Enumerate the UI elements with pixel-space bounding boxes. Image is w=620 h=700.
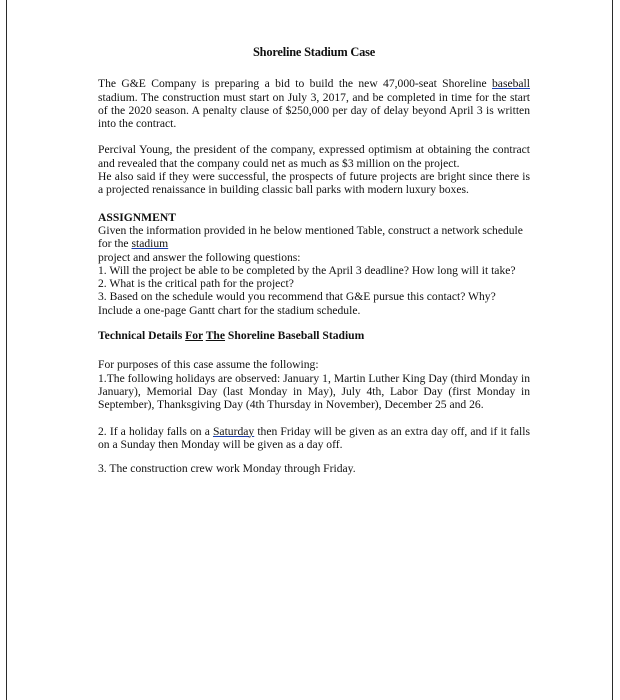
tech-heading-for: For — [185, 329, 203, 343]
work-days-item: 3. The construction crew work Monday through Friday. — [98, 462, 356, 476]
tech-heading-a: Technical Details — [98, 329, 186, 343]
question-1: 1. Will the project be able to be completed by the April 3 deadline? How long will it take? — [98, 263, 516, 277]
prospects-paragraph: He also said if they were successful, the prospects of future projects are bright since there is a projected renaissance in building classic ball parks with modern luxury boxes. — [98, 170, 530, 197]
assumptions-intro: For purposes of this case assume the following: — [98, 358, 319, 372]
assignment-line2: project and answer the following questions: — [98, 250, 301, 264]
percival-paragraph: Percival Young, the president of the company, expressed optimism at obtaining the contract and revealed that the company could net as much as $3 million on the project. — [98, 143, 530, 170]
intro-text-a: The G&E Company is preparing a bid to build the new 47,000-seat Shoreline — [98, 77, 492, 91]
gantt-instruction: Include a one-page Gantt chart for the stadium schedule. — [98, 303, 361, 317]
tech-heading-the: The — [205, 329, 226, 343]
intro-text-b: stadium. The construction must start on July 3, 2017, and be completed in time for the start of the 2020 season. A penalty clause of $250,000 per day of delay beyond April 3 is written into the contract. — [98, 90, 530, 131]
question-3: 3. Based on the schedule would you recommend that G&E pursue this contact? Why? — [98, 290, 496, 304]
tech-heading-b: Shoreline Baseball Stadium — [225, 329, 365, 343]
saturday-rule-b: then Friday will be given as an extra day off, and if it falls on a Sunday then Monday will be given as a day off. — [98, 424, 530, 451]
saturday-rule-a: 2. If a holiday falls on a — [98, 424, 213, 438]
saturday-rule-item — [98, 425, 530, 452]
intro-paragraph — [98, 77, 530, 130]
document-title: Shoreline Stadium Case — [252, 45, 376, 59]
spellcheck-word-saturday: Saturday — [212, 424, 255, 438]
technical-details-heading — [98, 329, 530, 342]
question-2: 2. What is the critical path for the project? — [98, 277, 294, 291]
assignment-line1 — [98, 224, 530, 251]
spellcheck-word-stadium: stadium — [131, 237, 169, 251]
holidays-item: 1.The following holidays are observed: January 1, Martin Luther King Day (third Monday in January), Memorial Day (last Monday in May), July 4th, Labor Day (first Monday in September), Thanksgiving Day (4th Thursday in November), December 25 and 26. — [98, 371, 530, 412]
assignment-heading: ASSIGNMENT — [98, 210, 176, 224]
page-left-border — [6, 0, 7, 700]
page-right-border — [612, 0, 613, 700]
document-body — [98, 46, 530, 475]
assignment-line1-text: Given the information provided in he below mentioned Table, construct a network schedule for the — [98, 223, 523, 251]
spellcheck-word-baseball: baseball — [492, 77, 530, 91]
